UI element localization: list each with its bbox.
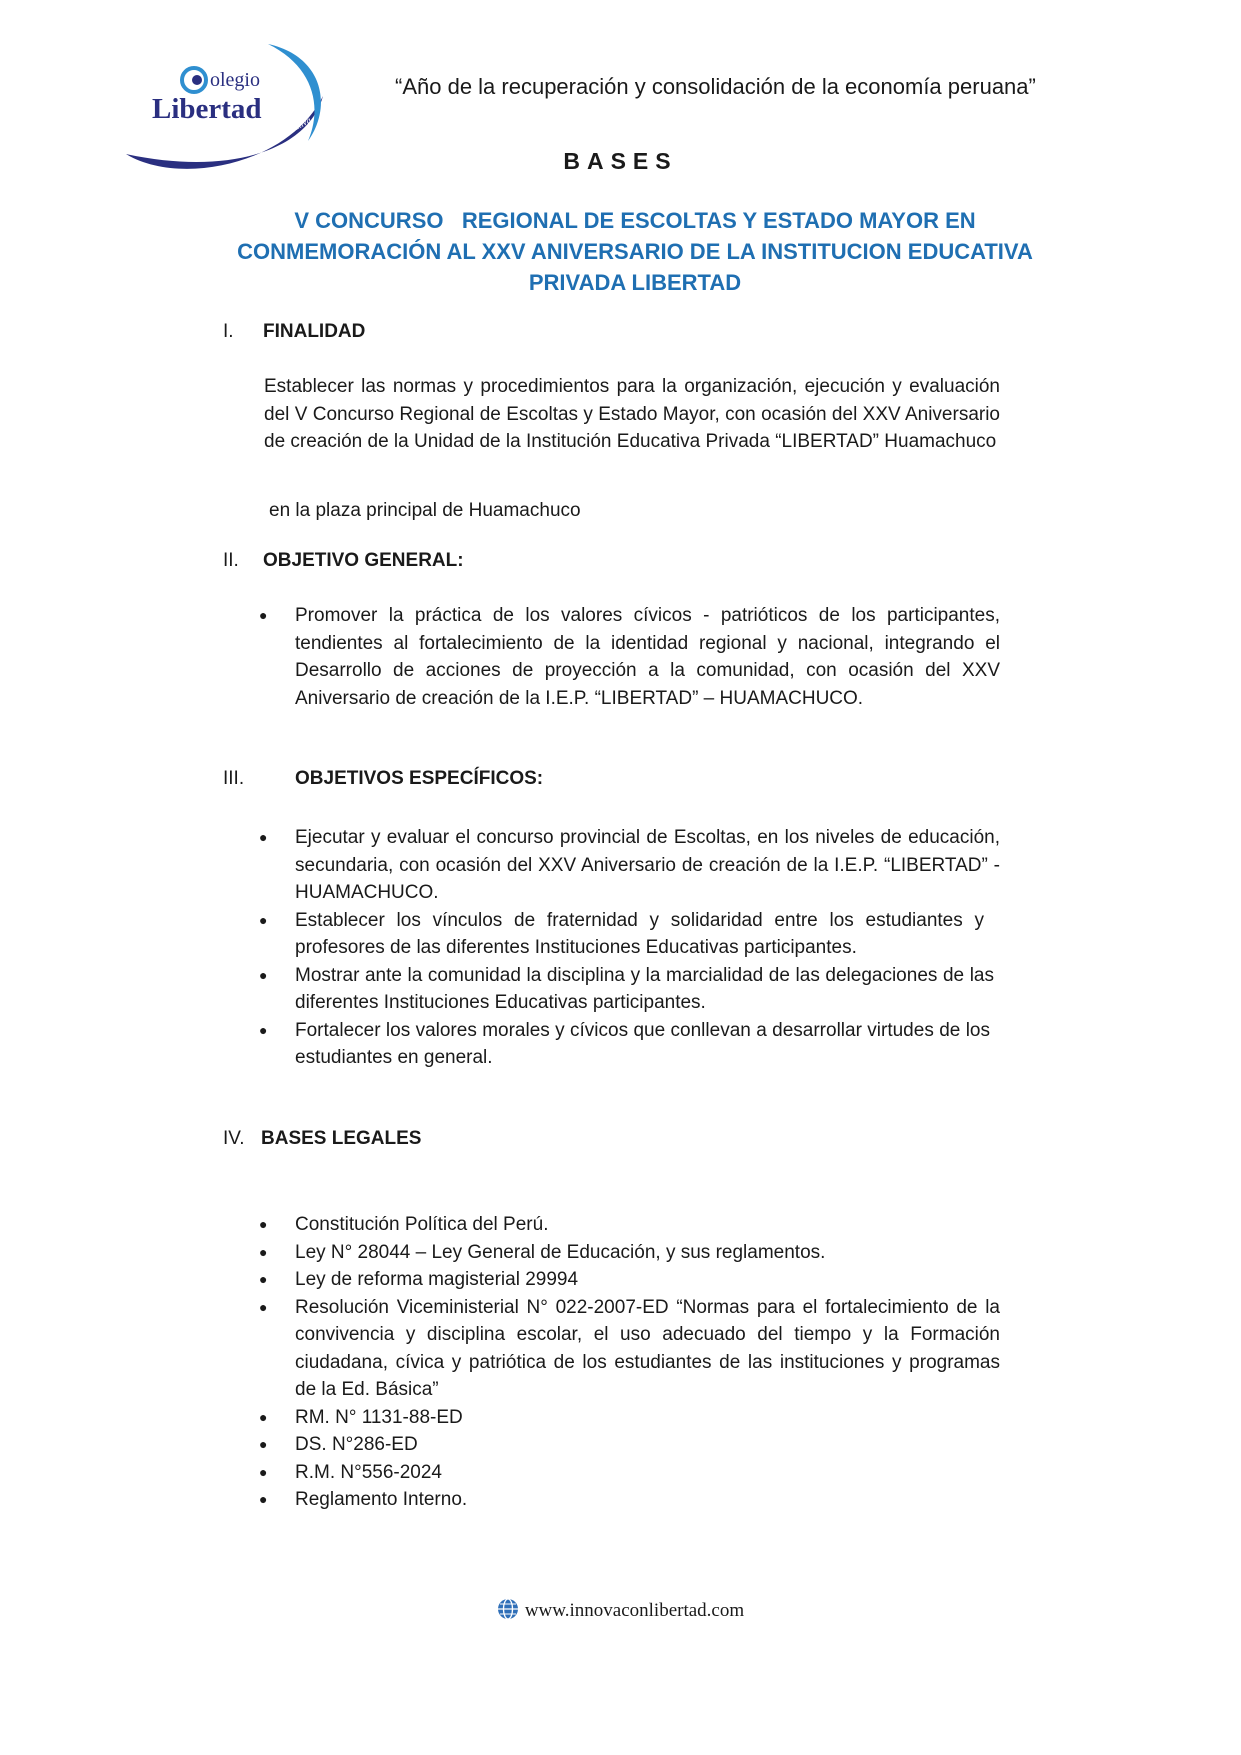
list-item-text: Promover la práctica de los valores cívicos - patrióticos de los participantes, tendientes al fortalecimiento de la identidad regional y nacional, integrando el Desarrollo de acciones de proyección a la comunidad, con ocasión del XXV Aniversario de creación de la I.E.P. “LIBERTAD” – HUAMACHUCO. (295, 605, 1000, 709)
bases-legales-list (259, 1211, 1000, 1514)
list-item (259, 962, 1000, 1017)
section-number: II. (223, 550, 239, 571)
list-item-text: Fortalecer los valores morales y cívicos que conllevan a desarrollar virtudes de los estudiantes en general. (295, 1019, 990, 1068)
list-item (259, 1431, 1000, 1459)
footer-url-link[interactable]: www.innovaconlibertad.com (524, 1600, 745, 1621)
main-title-line: CONMEMORACIÓN AL XXV ANIVERSARIO DE LA INSTITUCION EDUCATIVA (237, 239, 1033, 264)
main-title-line: PRIVADA LIBERTAD (528, 270, 742, 295)
bullet-icon: ● (259, 1243, 268, 1260)
bullet-icon: ● (259, 1298, 268, 1315)
section-title: OBJETIVOS ESPECÍFICOS: (295, 768, 544, 789)
section-number: III. (223, 768, 245, 789)
main-title (215, 205, 1055, 298)
list-item-text: Ley N° 28044 – Ley General de Educación, y sus reglamentos. (295, 1241, 826, 1263)
list-item-text: Mostrar ante la comunidad la disciplina y la marcialidad de las delegaciones de las diferentes Instituciones Educativas participantes. (295, 964, 994, 1013)
bullet-icon: ● (259, 1271, 268, 1287)
objetivo-general-list (259, 602, 1000, 712)
list-item (259, 1017, 1000, 1072)
list-item (259, 1486, 1000, 1514)
list-item-text: DS. N°286-ED (295, 1434, 418, 1455)
logo-name: Libertad (152, 93, 262, 125)
objetivos-especificos-list (259, 824, 1000, 1072)
list-item (259, 1239, 1000, 1267)
finalidad-paragraph: Establecer las normas y procedimientos para la organización, ejecución y evaluación del V Concurso Regional de Escoltas y Estado Mayor, con ocasión del XXV Aniversario de creación de la Unidad de la Institución Educativa Privada “LIBERTAD” Huamachuco (264, 376, 1000, 452)
bullet-icon: ● (259, 1436, 268, 1452)
section-number: I. (223, 321, 234, 342)
bullet-icon: ● (259, 1021, 268, 1038)
bullet-icon: ● (259, 607, 268, 623)
logo-tagline: excelencia educativa (241, 114, 313, 159)
list-item (259, 1459, 1000, 1487)
list-item-text: Establecer los vínculos de fraternidad y solidaridad entre los estudiantes y profesores de las diferentes Instituciones Educativas participantes. (295, 909, 984, 958)
list-item (259, 602, 1000, 712)
bullet-icon: ● (259, 1216, 268, 1232)
bullet-icon: ● (259, 1491, 268, 1507)
list-item (259, 1266, 1000, 1294)
list-item (259, 907, 1000, 962)
list-item-text: Resolución Viceministerial N° 022-2007-ED “Normas para el fortalecimiento de la convivencia y disciplina escolar, el uso adecuado del tiempo y la Formación ciudadana, cívica y patriótica de los estudiantes de las instituciones y programas de la Ed. Básica” (295, 1296, 1000, 1400)
footer (0, 1598, 1241, 1622)
logo-small-text: olegio (210, 69, 260, 91)
section-title: FINALIDAD (263, 321, 366, 342)
main-title-line: V CONCURSO REGIONAL DE ESCOLTAS Y ESTADO MAYOR EN (294, 208, 976, 233)
list-item-text: RM. N° 1131-88-ED (295, 1406, 463, 1428)
bullet-icon: ● (259, 911, 268, 928)
list-item-text: Constitución Política del Perú. (295, 1214, 549, 1235)
section-number: IV. (223, 1128, 245, 1149)
list-item (259, 1404, 1000, 1432)
bullet-icon: ● (259, 829, 268, 845)
list-item-text: Ley de reforma magisterial 29994 (295, 1269, 579, 1290)
bullet-icon: ● (259, 966, 268, 983)
header-motto: “Año de la recuperación y consolidación de la economía peruana” (395, 74, 1036, 99)
list-item (259, 1294, 1000, 1404)
list-item-text: Ejecutar y evaluar el concurso provincial de Escoltas, en los niveles de educación, secundaria, con ocasión del XXV Aniversario de creación de la I.E.P. “LIBERTAD” - HUAMACHUCO. (295, 827, 1000, 903)
globe-icon (497, 1598, 519, 1620)
list-item-text: Reglamento Interno. (295, 1489, 468, 1510)
bullet-icon: ● (259, 1408, 268, 1425)
list-item (259, 824, 1000, 907)
section-title: OBJETIVO GENERAL: (263, 550, 464, 571)
list-item-text: R.M. N°556-2024 (295, 1461, 442, 1483)
finalidad-extra: en la plaza principal de Huamachuco (269, 500, 581, 521)
section-title: BASES LEGALES (261, 1128, 422, 1149)
list-item (259, 1211, 1000, 1239)
bullet-icon: ● (259, 1463, 268, 1480)
document-title: BASES (563, 148, 678, 174)
